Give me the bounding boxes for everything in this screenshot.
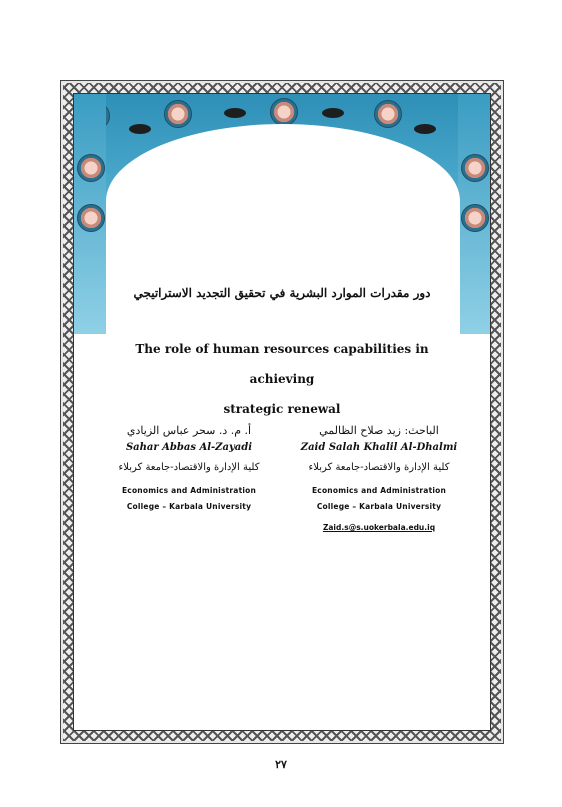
author-left-institution-en-line-2: College – Karbala University [126,502,252,511]
author-right-institution-en-line-1: Economics and Administration [311,486,447,495]
page-number: ٢٧ [275,758,287,771]
author-left-institution-ar: كلية الإدارة والاقتصاد-جامعة كربلاء [118,462,260,473]
author-right-name-en: Zaid Salah Khalil Al-Dhalmi [300,442,458,453]
author-left-block [104,424,274,515]
author-right-institution-en-line-2: College – Karbala University [316,502,442,511]
author-left-institution-en-line-1: Economics and Administration [121,486,257,495]
author-right-email-link[interactable]: Zaid.s@s.uokerbala.edu.iq [322,523,436,532]
title-english-line-1: The role of human resources capabilities in achieving [135,342,429,386]
author-left-name-en: Sahar Abbas Al-Zayadi [125,442,253,453]
author-right-institution-ar: كلية الإدارة والاقتصاد-جامعة كربلاء [308,462,450,473]
frame-inner-panel [73,93,491,731]
author-left-institution-en [104,483,274,515]
author-right-name-ar: الباحث: زيد صلاح الظالمي [319,424,439,437]
title-english [114,334,450,424]
title-english-line-2: strategic renewal [223,402,341,416]
decorative-frame [60,80,504,744]
author-right-institution-en [294,483,464,515]
author-left-name-ar: أ. م. د. سحر عباس الزيادي [126,424,252,437]
author-right-block [294,424,464,532]
title-arabic: دور مقدرات الموارد البشرية في تحقيق التجديد الاستراتيجي [133,286,431,300]
